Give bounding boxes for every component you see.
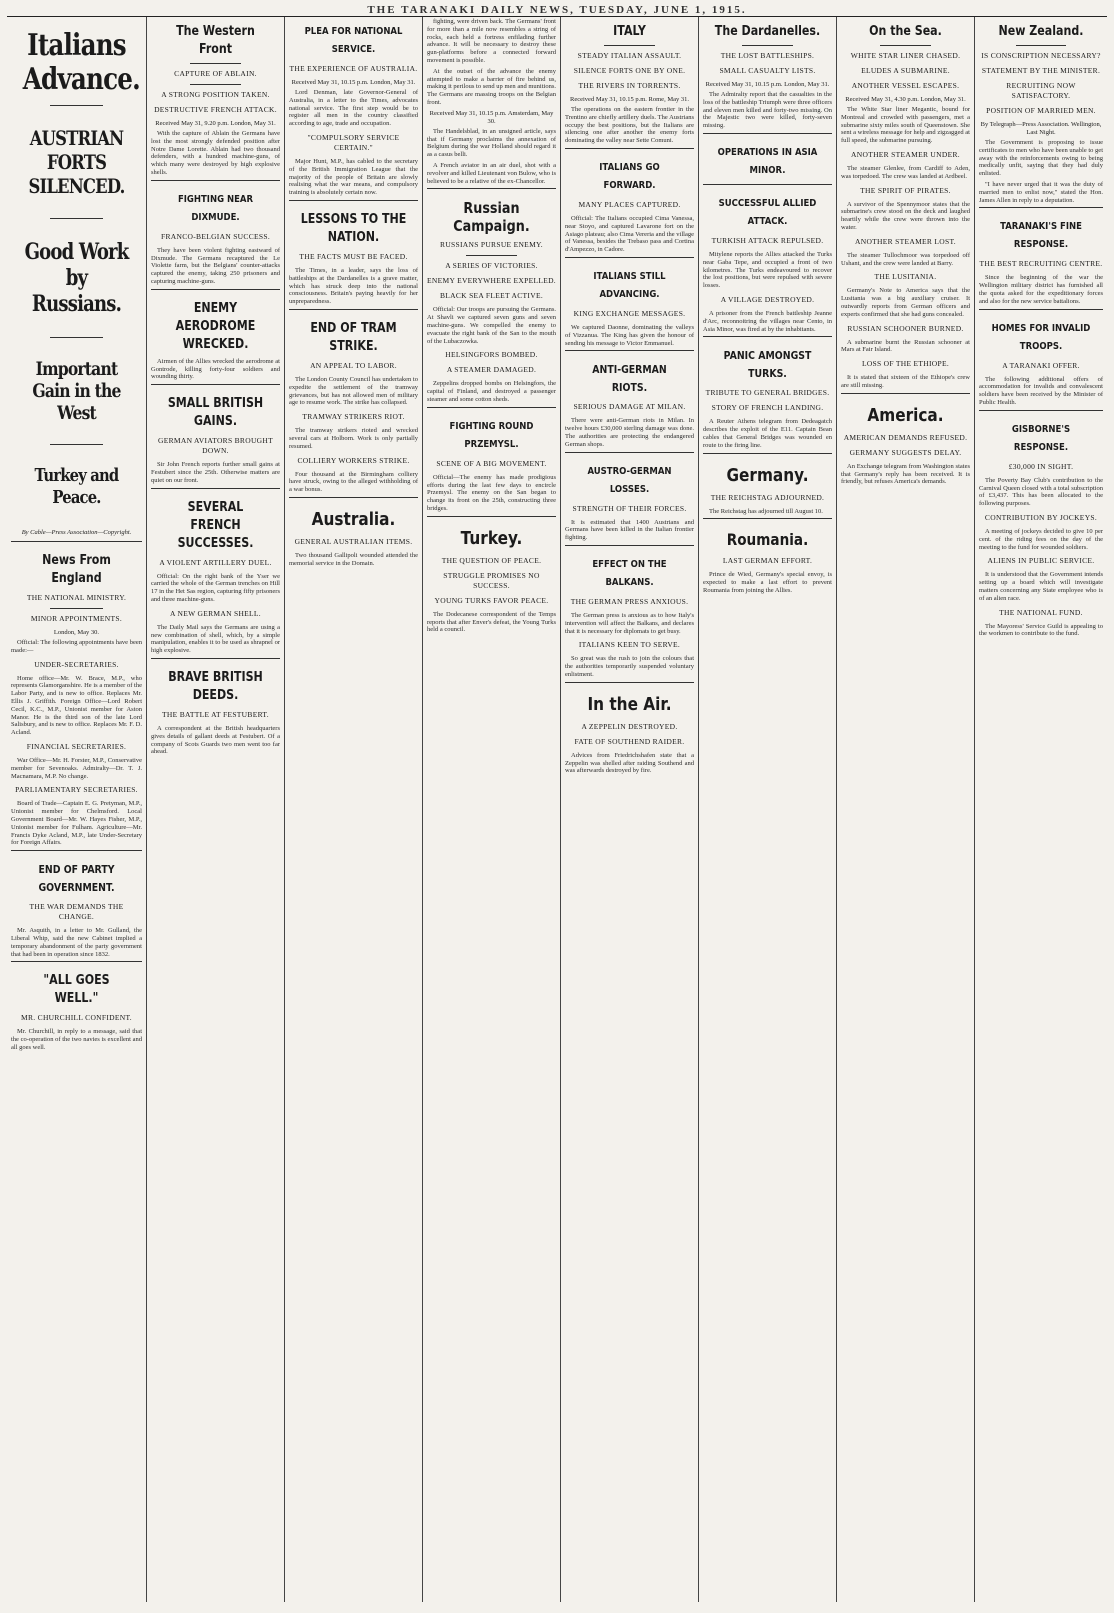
article-text: Sir John French reports further small gains at Festubert since the 25th. Otherwise matters are quiet on our front. — [151, 461, 280, 484]
article-text: Official: On the right bank of the Yser we carried the whole of the German trenches on Hill 17 in the Het Sas region, capturing fifty prisoners and three machine-guns. — [151, 572, 280, 603]
subhead: A STEAMER DAMAGED. — [446, 365, 537, 375]
subhead: THE BATTLE AT FESTUBERT. — [162, 709, 269, 719]
masthead: THE TARANAKI DAILY NEWS, TUESDAY, JUNE 1, 1915. — [7, 4, 1107, 17]
article-text: The operations on the eastern frontier in the Trentino are chiefly artillery duels. The Austrians occupy the best positions, but the Italians are silencing one after another the enemy forts dominating the valley near Sette Comuni. — [565, 106, 694, 145]
article-text: A survivor of the Spennymoor states that the submarine's crew stood on the deck and laughed heartily while the crew were thrown into the water. — [841, 200, 970, 231]
article-text: Home office—Mr. W. Brace, M.P., who represents Glamorganshire. He is a member of the Labor Party, and is new to office. Replaces Mr. Ellis J. Griffith. Foreign Office—Lord Robert Cecil, K.C., M.P., Unionist member for Aston Manor. He is the third son of the late Lord Salisbury, and is new to office. Replaces Mr. F. D. Acland. — [11, 674, 142, 737]
article-text: Mitylene reports the Allies attacked the Turks near Gaba Tepe, and occupied a front of two kilometres. The Turks endeavoured to recover the lost positions, but were repulsed with severe losses. — [703, 250, 832, 290]
subhead: RUSSIAN SCHOONER BURNED. — [847, 323, 964, 333]
column-8 — [975, 17, 1107, 1602]
section-fighting-near-dixmude: FIGHTING NEAR DIXMUDE. — [177, 193, 254, 223]
byline: By Cable—Press Association—Copyright. — [21, 529, 132, 536]
subhead: A SERIES OF VICTORIES. — [445, 261, 538, 271]
subhead: POSITION OF MARRIED MEN. — [986, 106, 1096, 115]
section-all-goes-well: "ALL GOES WELL." — [43, 973, 110, 1007]
article-text: Official: Our troops are pursuing the Germans. At Shavli we captured seven guns and seven machine-guns. We compelled the enemy to evacuate the right bank of the San to the mouth of the Lubaczowka. — [427, 306, 556, 345]
article-text: Major Hunt, M.P., has cabled to the secretary of the British Immigration League that the majority of the people of Britain are slowly realising what the war means, and compulsory training is absolutely certain now. — [289, 157, 418, 197]
subhead: AMERICAN DEMANDS REFUSED. — [843, 432, 968, 442]
dateline: Received May 31, 10.15 p.m. Amsterdam, May 30. — [429, 109, 554, 125]
article-text: Two thousand Gallipoli wounded attended the memorial service in the Domain. — [289, 551, 418, 567]
subhead: A TARANAKI OFFER. — [1002, 360, 1080, 370]
subhead: THE SPIRIT OF PIRATES. — [860, 185, 951, 195]
section-taranaki-fine-response: TARANAKI'S FINE RESPONSE. — [1000, 221, 1082, 251]
column-heading-on-the-sea: On the Sea. — [869, 24, 942, 39]
subhead: RECRUITING NOW SATISFACTORY. — [1006, 81, 1076, 100]
section-australia: Australia. — [311, 508, 396, 530]
subhead: LAST GERMAN EFFORT. — [722, 556, 813, 566]
column-1 — [7, 17, 147, 1602]
article-text: The German press is anxious as to how Italy's intervention will affect the Balkans, and declares that it is necessary for diplomats to get busy. — [565, 611, 694, 635]
subhead: THE RIVERS IN TORRENTS. — [578, 81, 681, 90]
article-text: A meeting of jockeys decided to give 10 per cent. of the riding fees on the day of the meeting to the fund for wounded soldiers. — [979, 527, 1103, 551]
article-text: The tramway strikers rioted and wrecked several cars at Holborn. Work is only partially resumed. — [289, 427, 418, 450]
subhead: WHITE STAR LINER CHASED. — [850, 51, 961, 60]
subhead: FINANCIAL SECRETARIES. — [26, 741, 127, 751]
subhead: THE GERMAN PRESS ANXIOUS. — [570, 596, 689, 606]
article-text: The Admiralty report that the casualties in the loss of the battleship Triumph were three officers and eleven men killed and forty-two missing. On the Majestic two were killed, forty-seven missing. — [703, 91, 832, 130]
section-anti-german-riots: ANTI-GERMAN RIOTS. — [592, 363, 667, 395]
dateline: Received May 31, 10.15 p.m. London, May 31. — [705, 81, 830, 88]
column-6 — [699, 17, 837, 1602]
article-text: Official: The Italians occupied Cima Vanessa, near Stoyo, and captured Lavarone fort on the Asiago plateau; also Cima Vereria and the village of Vanessa, besides the Trebaso pass and Cortina d'Ampezzo, in Cadore. — [565, 214, 694, 254]
dateline: London, May 30. — [53, 629, 100, 636]
article-text: The London County Council has undertaken to expedite the settlement of the tramway grievances, but has not allowed men of military age to resume work. The strike has collapsed. — [289, 375, 418, 407]
column-2 — [147, 17, 285, 1602]
headline-austrian-forts: AUSTRIAN FORTS SILENCED. — [28, 126, 125, 198]
article-text: With the capture of Ablain the Germans have lost the most strongly defended position after Notre Dame Lorette. Ablain had two thousand defenders, with a hundred machine-guns, of which many were destroyed by high explosive shells. — [151, 130, 280, 176]
subhead: A ZEPPELIN DESTROYED. — [581, 721, 678, 731]
section-effect-on-balkans: EFFECT ON THE BALKANS. — [592, 558, 667, 588]
subhead: "COMPULSORY SERVICE CERTAIN." — [307, 132, 400, 152]
section-plea-national-service: PLEA FOR NATIONAL SERVICE. — [304, 26, 403, 55]
subhead: FATE OF SOUTHEND RAIDER. — [574, 736, 685, 746]
section-several-french-successes: SEVERAL FRENCH SUCCESSES. — [177, 499, 254, 551]
subhead: CONTRIBUTION BY JOCKEYS. — [984, 512, 1098, 522]
section-america: America. — [867, 404, 944, 426]
subhead: BLACK SEA FLEET ACTIVE. — [439, 291, 543, 301]
subhead: LOSS OF THE ETHIOPE. — [861, 359, 950, 369]
subhead: PARLIAMENTARY SECRETARIES. — [15, 785, 138, 795]
article-text: Four thousand at the Birmingham colliery have struck, owing to the alleged withholding of a war bonus. — [289, 470, 418, 494]
column-heading-new-zealand: New Zealand. — [998, 24, 1084, 39]
subhead: THE QUESTION OF PEACE. — [441, 555, 542, 565]
dateline: Received May 31, 10.15 p.m. Rome, May 31. — [570, 96, 689, 103]
article-text: Mr. Churchill, in reply to a message, said that the co-operation of the two navies is excellent and all goes well. — [11, 1028, 142, 1051]
article-text: Prince de Wied, Germany's special envoy, is expected to make a last effort to prevent Roumania from joining the Allies. — [703, 571, 832, 594]
article-text: The Handelsblad, in an unsigned article, says that if Germany proclaims the annexation of Belgium during the war Holland should regard it as a casus belli. — [427, 127, 556, 159]
article-text: "I have never urged that it was the duty of married men to enlist now," stated the Hon. James Allen in reply to a deputation. — [979, 180, 1103, 204]
article-text: Board of Trade—Captain E. G. Pretyman, M.P., Unionist member for Chelmsford. Local Government Board—Mr. W. Hayes Fisher, M.P., Unionist member for Fulham. Agriculture—Mr. Francis Dyke Acland, M.P., late Under-Secretary for Foreign Affairs. — [11, 800, 142, 847]
subhead: YOUNG TURKS FAVOR PEACE. — [434, 595, 549, 605]
subhead: STORY OF FRENCH LANDING. — [711, 403, 824, 413]
section-operations-asia-minor: OPERATIONS IN ASIA MINOR. — [717, 146, 818, 176]
dateline: Received May 31, 4.30 p.m. London, May 31. — [845, 96, 966, 103]
columns — [7, 17, 1107, 1602]
article-text: Airmen of the Allies wrecked the aerodrome at Gontrode, killing forty-four soldiers and wounding thirty. — [151, 357, 280, 381]
section-turkey: Turkey. — [460, 527, 523, 549]
article-text: The Dodecanese correspondent of the Temps reports that after Enver's defeat, the Young Turks held a council. — [427, 610, 556, 634]
article-text: It is stated that sixteen of the Ethiope's crew are still missing. — [841, 374, 970, 389]
subhead: HELSINGFORS BOMBED. — [445, 350, 538, 360]
subhead: STRENGTH OF THEIR FORCES. — [572, 503, 687, 513]
subhead: SCENE OF A BIG MOVEMENT. — [436, 458, 547, 468]
subhead: STATEMENT BY THE MINISTER. — [981, 66, 1101, 75]
article-text: The Reichstag has adjourned till August 10. — [709, 507, 823, 515]
section-brave-british-deeds: BRAVE BRITISH DEEDS. — [168, 669, 263, 703]
article-text: The Daily Mail says the Germans are using a new combination of shell, which, by a simple manipulation, enables it to be used as shrapnel or high explosive. — [151, 623, 280, 655]
article-text: It is understood that the Government intends setting up a board which will investigate matters concerning any State employee who is of an alien race. — [979, 571, 1103, 602]
article-text: We captured Daonne, dominating the valleys of Vizzanua. The King has given the honour of sending his message to Victor Emmanuel. — [565, 323, 694, 347]
section-news-from-england: News From England — [42, 553, 111, 586]
subhead: SMALL CASUALTY LISTS. — [719, 66, 816, 75]
section-russian-campaign: Russian Campaign. — [453, 199, 530, 236]
article-text: At the outset of the advance the enemy attempted to make a barrier of fire behind us, making it perilous to send up men and munitions. The Germans are massing troops on the Belgian front. — [427, 67, 556, 106]
subhead: TRIBUTE TO GENERAL BRIDGES. — [705, 388, 830, 398]
section-homes-invalid-troops: HOMES FOR INVALID TROOPS. — [991, 322, 1091, 352]
headline-turkey-peace: Turkey and Peace. — [34, 465, 119, 508]
article-text: So great was the rush to join the colours that the authorities temporarily suspended voluntary enlistment. — [565, 655, 694, 678]
subhead: TURKISH ATTACK REPULSED. — [711, 235, 824, 245]
article-text: The steamer Glenlee, from Cardiff to Aden, was torpedoed. The crew was landed at Ardbeel. — [841, 164, 970, 180]
article-text: A prisoner from the French battleship Jeanne d'Arc, reconnoitring the villages near Cento, in Asia Minor, was fired at by the inhabitants. — [703, 309, 832, 333]
subhead: COLLIERY WORKERS STRIKE. — [297, 455, 410, 465]
subhead: ENEMY EVERYWHERE EXPELLED. — [427, 276, 556, 286]
article-text: Lord Denman, late Governor-General of Australia, in a letter to the Times, advocates national service. The first step would be to register all men in the country classified according to age, trade and occupation. — [289, 89, 418, 128]
article-text: The Poverty Bay Club's contribution to the Carnival Queen closed with a total subscription of £3,437. This has been allocated to the following purposes. — [979, 476, 1103, 508]
headline-important-gain: Important Gain in the West — [32, 358, 121, 424]
subhead: CAPTURE OF ABLAIN. — [174, 69, 257, 78]
headline-good-work-russians: Good Work by Russians. — [24, 239, 129, 317]
column-heading-western-front: The Western Front — [176, 24, 255, 57]
section-italians-go-forward: ITALIANS GO FORWARD. — [599, 161, 660, 191]
section-enemy-aerodrome: ENEMY AERODROME WRECKED. — [175, 300, 256, 352]
section-roumania: Roumania. — [726, 530, 809, 550]
subhead: MINOR APPOINTMENTS. — [30, 614, 123, 623]
article-text: An Exchange telegram from Washington states that Germany's reply has been received. It is friendly, but refuses America's demands. — [841, 462, 970, 486]
section-end-of-party-government: END OF PARTY GOVERNMENT. — [38, 863, 115, 895]
article-text: Zeppelins dropped bombs on Helsingfors, the capital of Finland, and destroyed a passenger steamer and some cotton sheds. — [427, 380, 556, 403]
column-heading-italy: ITALY — [613, 24, 646, 39]
newspaper-page — [7, 4, 1107, 1604]
subhead: GENERAL AUSTRALIAN ITEMS. — [294, 536, 413, 546]
section-panic-amongst-turks: PANIC AMONGST TURKS. — [723, 349, 812, 381]
article-text: It is estimated that 1400 Austrians and Germans have been killed in the Italian frontier fighting. — [565, 518, 694, 542]
subhead: GERMAN AVIATORS BROUGHT DOWN. — [158, 436, 273, 456]
article-text: The Government is proposing to issue certificates to men who have been unable to get away with the reinforcements owing to being medically unfit, saying that they had duly enlisted. — [979, 139, 1103, 178]
subhead: TRAMWAY STRIKERS RIOT. — [302, 412, 405, 422]
subhead: THE EXPERIENCE OF AUSTRALIA. — [289, 64, 418, 73]
headline-italians-advance: Italians Advance. — [22, 28, 140, 97]
article-text: Advices from Friedrichshafen state that a Zeppelin was shelled after raiding Southend and was afterwards destroyed by fire. — [565, 751, 694, 775]
section-germany: Germany. — [726, 464, 809, 486]
section-italians-still-advancing: ITALIANS STILL ADVANCING. — [593, 270, 666, 300]
subhead: AN APPEAL TO LABOR. — [310, 360, 397, 370]
subhead: MR. CHURCHILL CONFIDENT. — [21, 1013, 132, 1023]
subhead: STEADY ITALIAN ASSAULT. — [577, 51, 682, 60]
subhead: THE WAR DEMANDS THE CHANGE. — [29, 902, 124, 922]
article-text: A French aviator in an air duel, shot with a revolver and killed Lieutenant von Bulow, who is believed to be a relative of the ex-Chancellor. — [427, 161, 556, 185]
article-text: The White Star liner Megantic, bound for Montreal and crowded with passengers, met a submarine sixty miles south of Queenstown. She sent a wireless message for help and zigzagged at full speed, the submarine pursuing. — [841, 106, 970, 145]
section-small-british-gains: SMALL BRITISH GAINS. — [167, 396, 264, 430]
dateline: By Telegraph—Press Association. Wellington, Last Night. — [980, 121, 1102, 136]
subhead: SERIOUS DAMAGE AT MILAN. — [573, 402, 686, 412]
subhead: FRANCO-BELGIAN SUCCESS. — [161, 231, 270, 241]
section-end-of-tram-strike: END OF TRAM STRIKE. — [310, 320, 397, 354]
dateline: Received May 31, 9.20 p.m. London, May 31. — [155, 120, 276, 127]
subhead: KING EXCHANGE MESSAGES. — [573, 308, 686, 318]
subhead: A VILLAGE DESTROYED. — [720, 294, 815, 304]
subhead: THE LOST BATTLESHIPS. — [720, 51, 815, 60]
article-text: A submarine burnt the Russian schooner at Mars at Fair Island. — [841, 338, 970, 354]
section-fighting-round-przemysl: FIGHTING ROUND PRZEMYSL. — [449, 420, 534, 450]
article-text: The following additional offers of accommodation for invalids and convalescent soldiers have been received by the Minister of Public Health. — [979, 375, 1103, 406]
column-7 — [837, 17, 975, 1602]
subhead: UNDER-SECRETARIES. — [34, 659, 119, 669]
column-5 — [561, 17, 699, 1602]
dateline: Received May 31, 10.15 p.m. London, May 31. — [291, 79, 416, 86]
column-3 — [285, 17, 423, 1602]
article-text: A Reuter Athens telegram from Dedeagatch describes the exploit of the E11. Captain Bean cables that General Bridges was wounded en route to the firing line. — [703, 418, 832, 449]
article-text: fighting, were driven back. The Germans' front for more than a mile now resembles a string of rocks, each held a fortress enfilading further advance. It will be necessary to destroy these gun-platforms before a connected forward movement is possible. — [427, 18, 556, 64]
subhead: GERMANY SUGGESTS DELAY. — [849, 447, 962, 457]
subhead: DESTRUCTIVE FRENCH ATTACK. — [154, 105, 277, 114]
article-text: The Mayoress' Service Guild is appealing to the workmen to contribute to the fund. — [979, 622, 1103, 638]
article-text: Official—The enemy has made prodigious efforts during the last few days to encircle Przemysl. The enemy on the San began to change its front on the 25th, constructing three bridges. — [427, 473, 556, 512]
subhead: THE BEST RECRUITING CENTRE. — [979, 259, 1103, 269]
subhead: RUSSIANS PURSUE ENEMY. — [440, 240, 543, 250]
subhead: SILENCE FORTS ONE BY ONE. — [573, 66, 686, 75]
subhead: ELUDES A SUBMARINE. — [861, 66, 950, 75]
article-text: The steamer Tullochmoor was torpedoed off Ushant, and the crew were landed at Barry. — [841, 251, 970, 267]
subhead: THE NATIONAL FUND. — [999, 607, 1083, 617]
section-gisborne-response: GISBORNE'S RESPONSE. — [1011, 423, 1071, 453]
article-text: A correspondent at the British headquarters gives details of gallant deeds at Festubert. Of a company of Scots Guards two men went too far ahead. — [151, 724, 280, 756]
subhead: THE REICHSTAG ADJOURNED. — [710, 492, 825, 502]
subhead: THE FACTS MUST BE FACED. — [299, 251, 408, 261]
article-text: Since the beginning of the war the Wellington military district has furnished all the quota asked for the expeditionary forces and also for the new service battalions. — [979, 274, 1103, 305]
article-text: The Times, in a leader, says the loss of battleships at the Dardanelles is a grave matter, which has struck deep into the national consciousness. Britain's paying heavily for her unpreparedness. — [289, 266, 418, 306]
subhead: IS CONSCRIPTION NECESSARY? — [981, 51, 1101, 60]
subhead: ALIENS IN PUBLIC SERVICE. — [987, 556, 1095, 566]
subhead: ANOTHER STEAMER LOST. — [855, 236, 956, 246]
article-text: Mr. Asquith, in a letter to Mr. Gulland, the Liberal Whip, said the new Cabinet implied a temporary abandonment of the party government that had been in operation since 1832. — [11, 927, 142, 958]
article-text: There were anti-German riots in Milan. In twelve hours £30,000 sterling damage was done. The authorities are protecting the endangered German shops. — [565, 417, 694, 448]
subhead: A NEW GERMAN SHELL. — [170, 608, 261, 618]
subhead: A STRONG POSITION TAKEN. — [161, 90, 270, 99]
section-successful-allied-attack: SUCCESSFUL ALLIED ATTACK. — [718, 197, 817, 227]
section-austro-german-losses: AUSTRO-GERMAN LOSSES. — [587, 465, 672, 495]
section-in-the-air: In the Air. — [587, 693, 672, 715]
article-text: War Office—Mr. H. Forster, M.P., Conservative member for Sevenoaks. Admiralty—Dr. T. J. Macnamara, M.P. No change. — [11, 756, 142, 780]
subhead: A VIOLENT ARTILLERY DUEL. — [159, 557, 272, 567]
column-4 — [423, 17, 561, 1602]
subhead: £30,000 IN SIGHT. — [1008, 461, 1074, 471]
subhead: THE LUSITANIA. — [874, 272, 937, 282]
subhead: ANOTHER STEAMER UNDER. — [851, 149, 960, 159]
subhead: THE NATIONAL MINISTRY. — [26, 593, 127, 602]
column-heading-dardanelles: The Dardanelles. — [714, 24, 821, 39]
article-text: Germany's Note to America says that the Lusitania was a big auxiliary cruiser. It outwardly reports from German officers and experts confirmed that she had guns concealed. — [841, 287, 970, 318]
article-text: Official: The following appointments have been made:— — [11, 639, 142, 654]
section-lessons-to-nation: LESSONS TO THE NATION. — [300, 211, 407, 245]
subhead: MANY PLACES CAPTURED. — [578, 199, 681, 209]
subhead: ANOTHER VESSEL ESCAPES. — [851, 81, 960, 90]
article-text: They have been violent fighting eastward of Dixmude. The Germans recaptured the Le Violette farm, but the Belgians' counter-attacks captured the enemy, taking 250 prisoners and capturing machine-guns. — [151, 246, 280, 285]
subhead: STRUGGLE PROMISES NO SUCCESS. — [443, 570, 540, 590]
subhead: ITALIANS KEEN TO SERVE. — [578, 640, 681, 650]
